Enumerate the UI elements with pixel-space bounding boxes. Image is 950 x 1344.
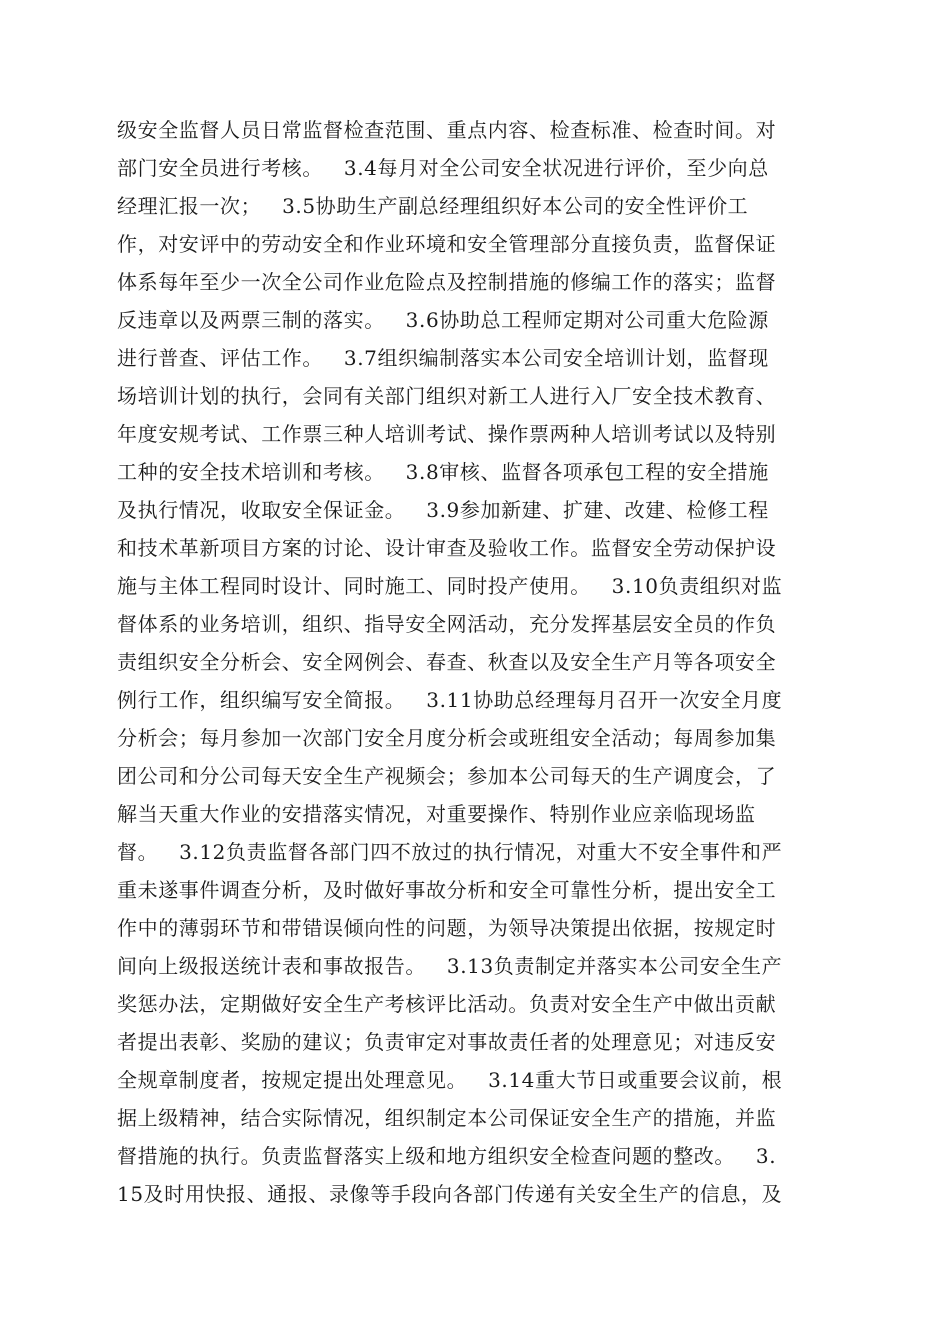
text-line: 进行普查、评估工作。 3.7组织编制落实本公司安全培训计划，监督现 xyxy=(117,346,769,370)
text-line: 例行工作，组织编写安全简报。 3.11协助总经理每月召开一次安全月度 xyxy=(117,688,783,712)
text-line: 体系每年至少一次全公司作业危险点及控制措施的修编工作的落实；监督 xyxy=(117,270,777,294)
text-line: 分析会；每月参加一次部门安全月度分析会或班组安全活动；每周参加集 xyxy=(117,726,777,750)
text-line: 据上级精神，结合实际情况，组织制定本公司保证安全生产的措施，并监 xyxy=(117,1106,777,1130)
text-line: 作中的薄弱环节和带错误倾向性的问题，为领导决策提出依据，按规定时 xyxy=(117,916,777,940)
text-line: 重未遂事件调查分析，及时做好事故分析和安全可靠性分析，提出安全工 xyxy=(117,878,777,902)
text-line: 及执行情况，收取安全保证金。 3.9参加新建、扩建、改建、检修工程 xyxy=(117,498,769,522)
text-line: 解当天重大作业的安措落实情况，对重要操作、特别作业应亲临现场监 xyxy=(117,802,756,826)
text-line: 和技术革新项目方案的讨论、设计审查及验收工作。监督安全劳动保护设 xyxy=(117,536,777,560)
text-line: 团公司和分公司每天安全生产视频会；参加本公司每天的生产调度会，了 xyxy=(117,764,777,788)
text-line: 督措施的执行。负责监督落实上级和地方组织安全检查问题的整改。 3. xyxy=(117,1144,777,1168)
text-line: 作，对安评中的劳动安全和作业环境和安全管理部分直接负责，监督保证 xyxy=(117,232,777,256)
text-line: 经理汇报一次； 3.5协助生产副总经理组织好本公司的安全性评价工 xyxy=(117,194,749,218)
text-line: 全规章制度者，按规定提出处理意见。 3.14重大节日或重要会议前，根 xyxy=(117,1068,783,1092)
text-line: 者提出表彰、奖励的建议；负责审定对事故责任者的处理意见；对违反安 xyxy=(117,1030,777,1054)
text-line: 级安全监督人员日常监督检查范围、重点内容、检查标准、检查时间。对 xyxy=(117,118,777,142)
text-line: 部门安全员进行考核。 3.4每月对全公司安全状况进行评价，至少向总 xyxy=(117,156,769,180)
text-line: 15及时用快报、通报、录像等手段向各部门传递有关安全生产的信息，及 xyxy=(117,1182,783,1206)
text-line: 年度安规考试、工作票三种人培训考试、操作票两种人培训考试以及特别 xyxy=(117,422,777,446)
text-line: 奖惩办法，定期做好安全生产考核评比活动。负责对安全生产中做出贡献 xyxy=(117,992,777,1016)
text-line: 督。 3.12负责监督各部门四不放过的执行情况，对重大不安全事件和严 xyxy=(117,840,783,864)
text-line: 施与主体工程同时设计、同时施工、同时投产使用。 3.10负责组织对监 xyxy=(117,574,783,598)
text-line: 场培训计划的执行，会同有关部门组织对新工人进行入厂安全技术教育、 xyxy=(117,384,777,408)
text-line: 工种的安全技术培训和考核。 3.8审核、监督各项承包工程的安全措施 xyxy=(117,460,769,484)
text-line: 督体系的业务培训，组织、指导安全网活动，充分发挥基层安全员的作负 xyxy=(117,612,777,636)
body-text xyxy=(117,111,837,1213)
text-line: 反违章以及两票三制的落实。 3.6协助总工程师定期对公司重大危险源 xyxy=(117,308,769,332)
text-line: 责组织安全分析会、安全网例会、春查、秋查以及安全生产月等各项安全 xyxy=(117,650,777,674)
text-line: 间向上级报送统计表和事故报告。 3.13负责制定并落实本公司安全生产 xyxy=(117,954,783,978)
